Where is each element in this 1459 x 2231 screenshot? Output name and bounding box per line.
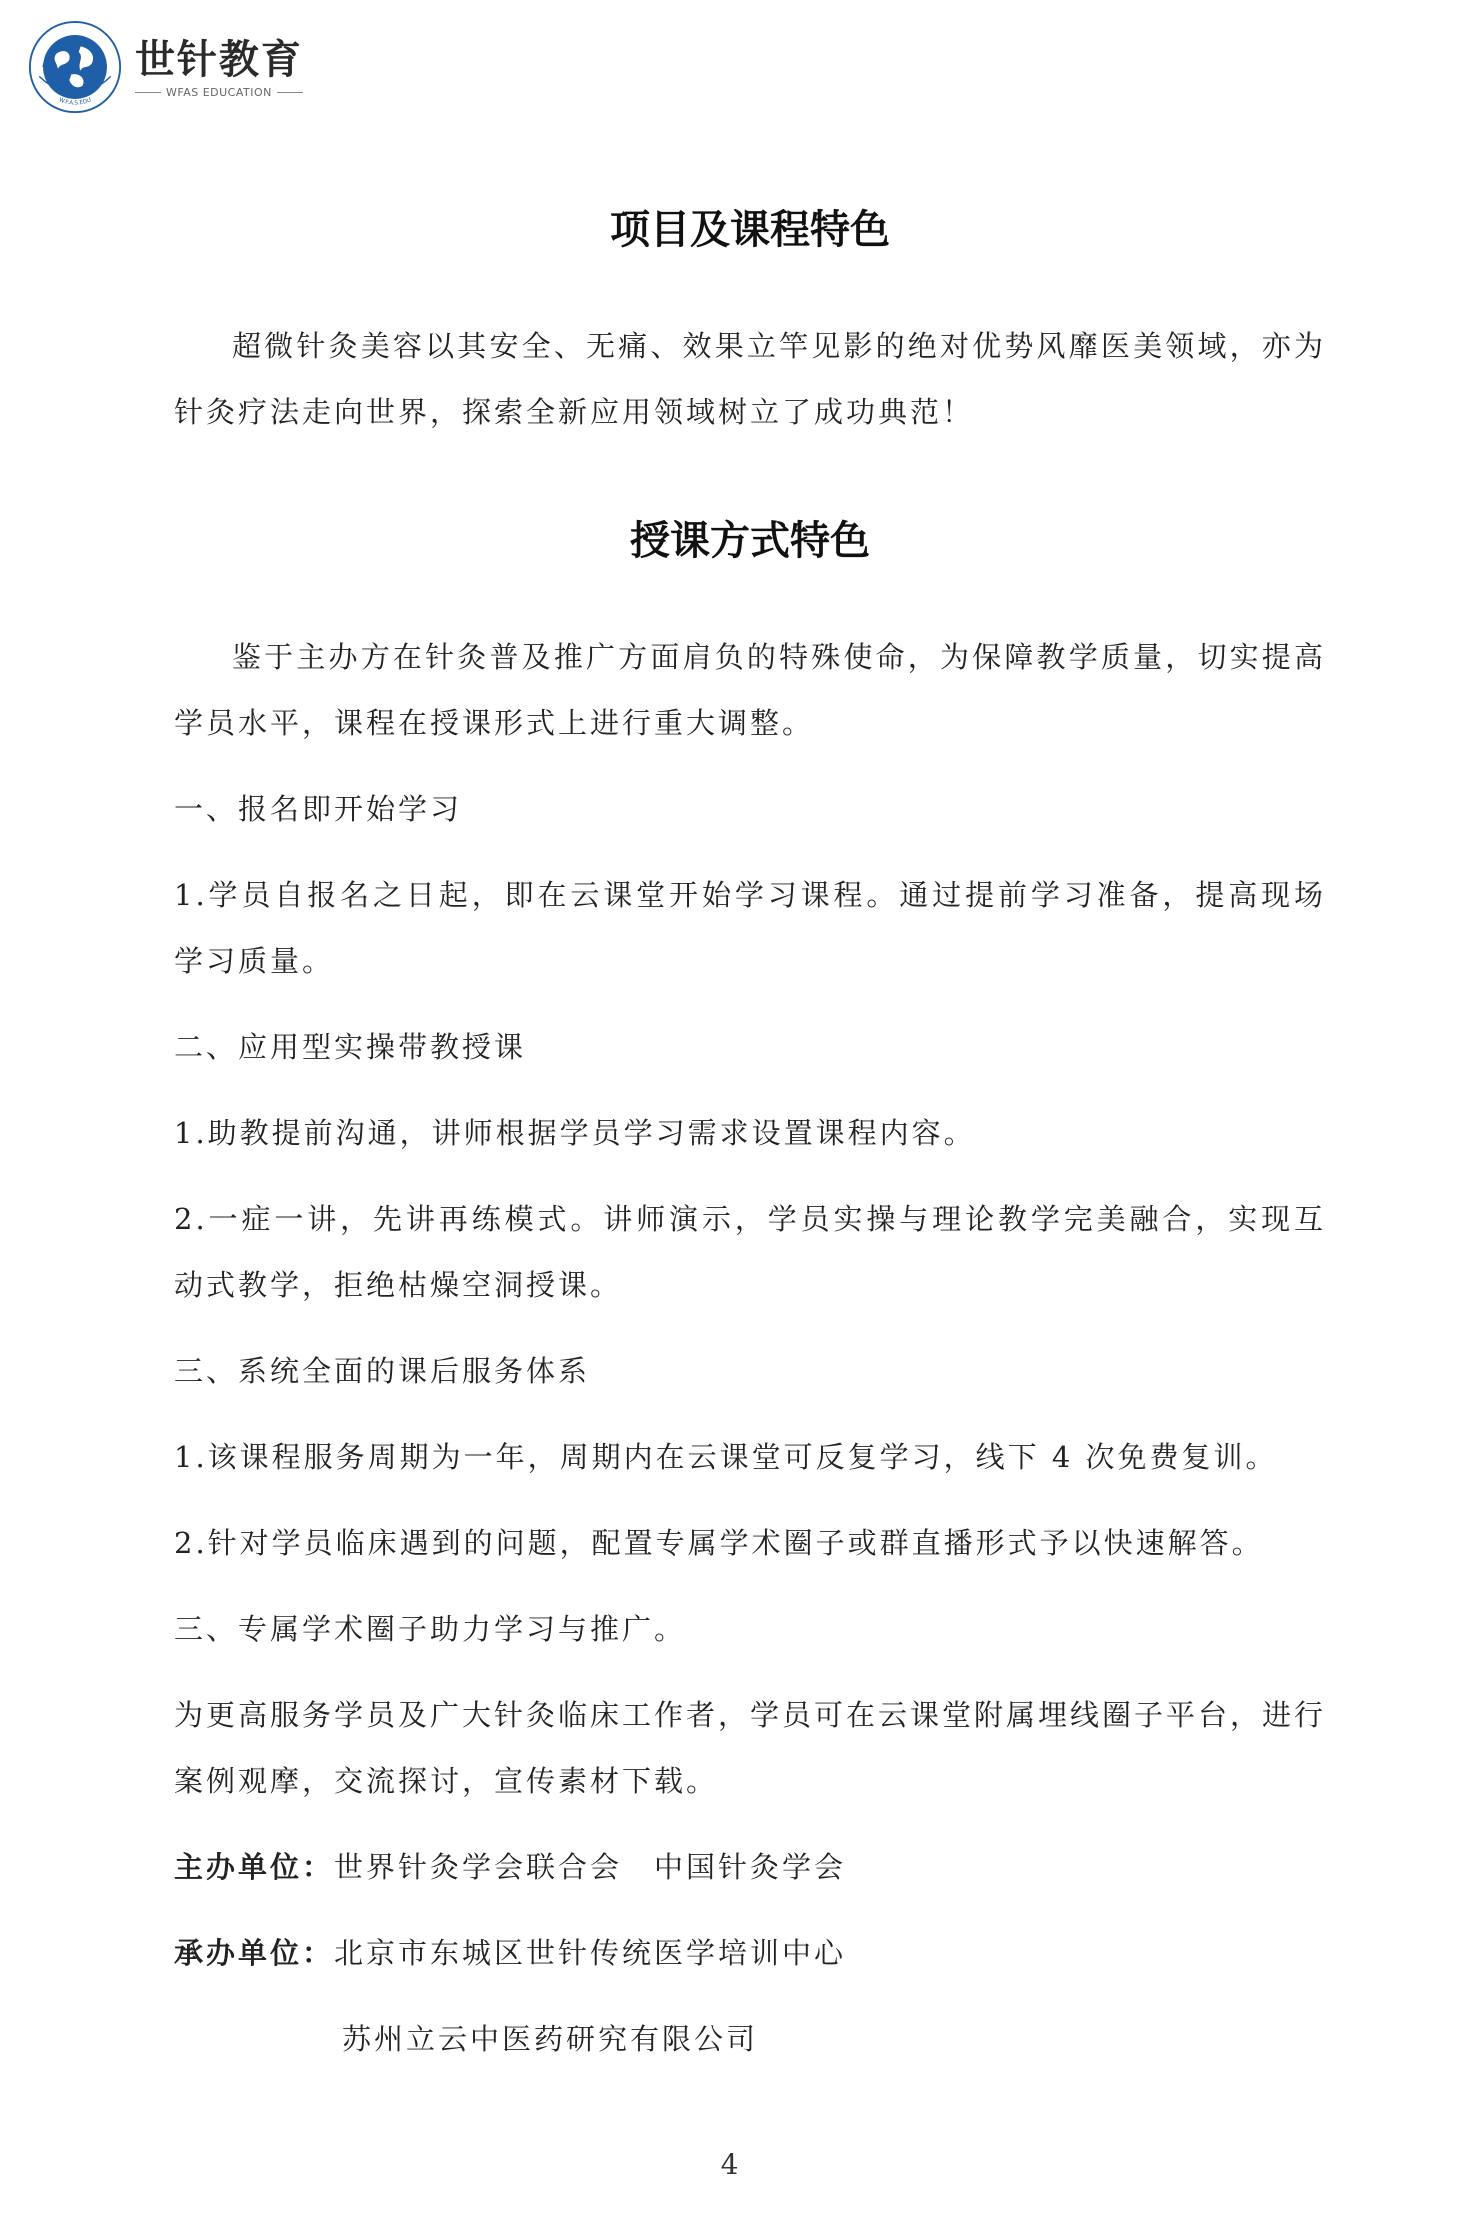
list-item: 三、系统全面的课后服务体系 [174, 1354, 591, 1388]
brand [130, 36, 308, 99]
list-item: 一、报名即开始学习 [174, 792, 463, 826]
list-item: 二、应用型实操带教授课 [174, 1030, 527, 1064]
header [28, 20, 308, 114]
divider [277, 92, 303, 93]
list-item: 2.针对学员临床遇到的问题，配置专属学术圈子或群直播形式予以快速解答。 [174, 1526, 1264, 1560]
section-paragraph: 超微针灸美容以其安全、无痛、效果立竿见影的绝对优势风靡医美领域，亦为针灸疗法走向世界，探索全新应用领域树立了成功典范！ [174, 329, 1326, 429]
co-label: 承办单位： [174, 1936, 335, 1970]
list-item: 1.助教提前沟通，讲师根据学员学习需求设置课程内容。 [174, 1116, 976, 1150]
globe-icon [28, 20, 122, 114]
section-title-project: 项目及课程特色 [610, 207, 890, 253]
host-value: 世界针灸学会联合会 中国针灸学会 [334, 1850, 847, 1884]
organizer-host [174, 1834, 1326, 1900]
co-value-2: 苏州立云中医药研究有限公司 [342, 2022, 759, 2056]
document-body [174, 190, 1326, 2092]
list-item: 2.一症一讲，先讲再练模式。讲师演示，学员实操与理论教学完美融合，实现互动式教学，拒绝枯燥空洞授课。 [174, 1202, 1326, 1302]
brand-name-en-row [130, 86, 308, 99]
list-item: 三、专属学术圈子助力学习与推广。 [174, 1612, 687, 1646]
list-item: 1.学员自报名之日起，即在云课堂开始学习课程。通过提前学习准备，提高现场学习质量。 [174, 878, 1326, 978]
divider [135, 92, 161, 93]
brand-name-cn: 世针教育 [134, 35, 303, 83]
section-paragraph: 鉴于主办方在针灸普及推广方面肩负的特殊使命，为保障教学质量，切实提高学员水平，课程在授课形式上进行重大调整。 [174, 640, 1326, 740]
page-number: 4 [720, 2148, 739, 2181]
logo-ring-text: W.F.A.S.EDU [57, 97, 93, 107]
organizer-co [174, 1920, 1326, 1986]
section-title-teaching: 授课方式特色 [630, 518, 870, 564]
brand-name-en: WFAS EDUCATION [166, 85, 272, 99]
co-value-1: 北京市东城区世针传统医学培训中心 [334, 1936, 847, 1970]
list-item: 1.该课程服务周期为一年，周期内在云课堂可反复学习，线下 4 次免费复训。 [174, 1440, 1278, 1474]
host-label: 主办单位： [174, 1850, 335, 1884]
list-item: 为更高服务学员及广大针灸临床工作者，学员可在云课堂附属埋线圈子平台，进行案例观摩，交流探讨，宣传素材下载。 [174, 1698, 1327, 1798]
